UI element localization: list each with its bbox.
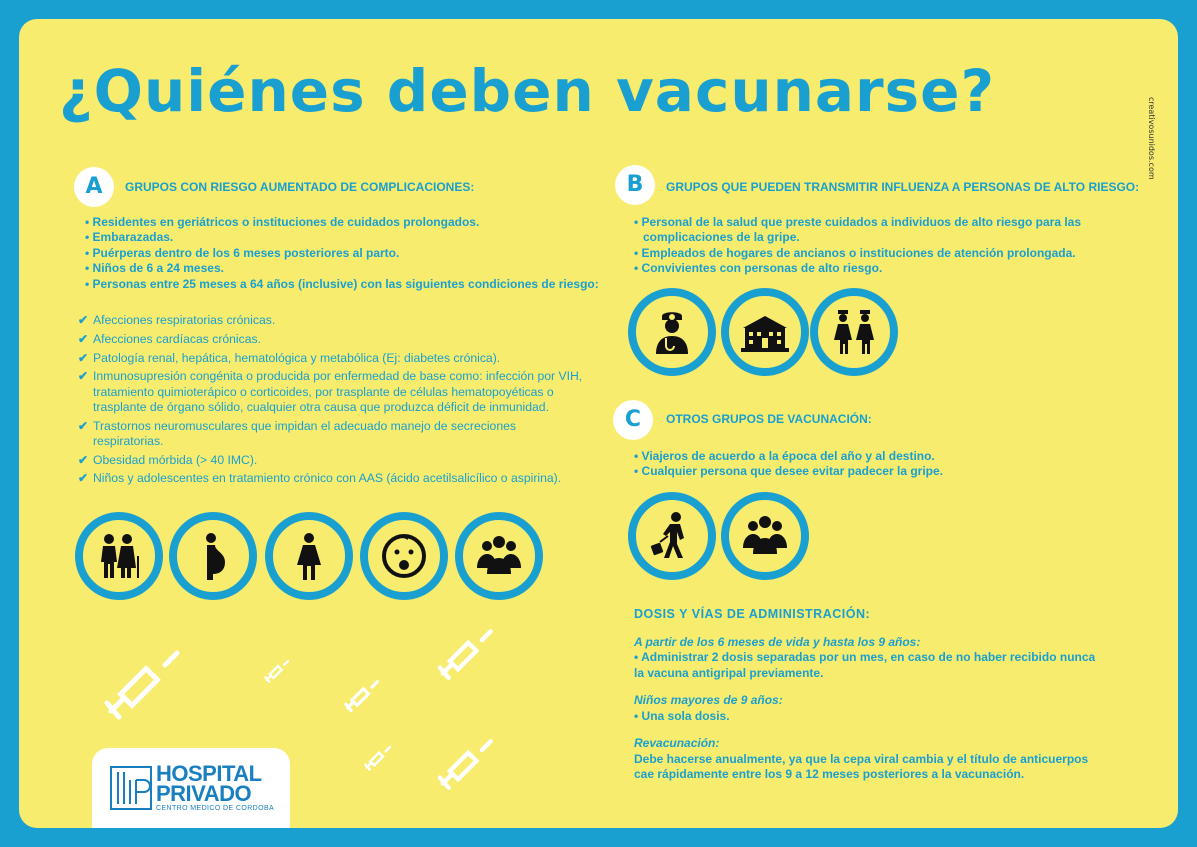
syringe-icon	[437, 627, 495, 685]
list-item: • Embarazadas.	[84, 230, 604, 245]
dosage-text-1: • Administrar 2 dosis separadas por un mes, en caso de no haber recibido nunca la vacuna antigripal previamente.	[634, 650, 1096, 680]
dosage-subtitle-1: A partir de los 6 meses de vida y hasta los 9 años:	[634, 634, 921, 649]
elderly-couple-icon	[75, 512, 163, 600]
pregnant-woman-icon	[169, 512, 257, 600]
traveler-icon	[628, 492, 716, 580]
section-b-title: GRUPOS QUE PUEDEN TRANSMITIR INFLUENZA A PERSONAS DE ALTO RIESGO:	[666, 180, 1140, 194]
list-item: ✔ Patología renal, hepática, hematológica y metabólica (Ej: diabetes crónica).	[78, 350, 501, 365]
dosage-text-2: • Una sola dosis.	[634, 708, 730, 723]
baby-icon	[360, 512, 448, 600]
section-a-badge: A	[74, 167, 114, 207]
list-item: • Niños de 6 a 24 meses.	[84, 261, 604, 276]
check-icon: ✔	[78, 418, 89, 433]
list-item: ✔ Obesidad mórbida (> 40 IMC).	[78, 452, 258, 467]
syringe-icon	[364, 745, 392, 773]
list-item: ✔ Inmunosupresión congénita o producida por enfermedad de base como: infección por VIH, tratamiento quimioterápico o corticoides, por trasplante de células hematopoyéticas o trasplante de órgano sólido, cualquier otra causa que produzca déficit de inmunidad.	[78, 369, 583, 414]
list-item: ✔ Niños y adolescentes en tratamiento crónico con AAS (ácido acetilsalicílico o aspirina).	[78, 471, 562, 486]
list-item: • Residentes en geriátricos o instituciones de cuidados prolongados.	[84, 215, 604, 230]
list-item: • Convivientes con personas de alto riesgo.	[633, 261, 1083, 276]
check-icon: ✔	[78, 313, 89, 327]
dosage-subtitle-2: Niños mayores de 9 años:	[634, 693, 783, 707]
list-item: • Puérperas dentro de los 6 meses posteriores al parto.	[84, 246, 604, 261]
list-item: ✔ Afecciones cardíacas crónicas.	[78, 331, 261, 346]
logo-line-1: HOSPITAL	[156, 761, 262, 786]
group-icon	[721, 492, 809, 580]
section-b-badge: B	[615, 165, 655, 205]
check-icon: ✔	[78, 471, 89, 486]
dosage-text-3: Debe hacerse anualmente, ya que la cepa viral cambia y el título de anticuerpos cae rápidamente entre los 9 a 12 meses posteriores a la vacunación.	[634, 751, 1089, 781]
section-c-badge: C	[613, 400, 653, 440]
list-item: ✔ Trastornos neuromusculares que impidan el adecuado manejo de secreciones respiratorias.	[78, 418, 516, 448]
list-item: • Viajeros de acuerdo a la época del año y al destino.	[633, 449, 1083, 464]
section-b-bullets	[633, 215, 1083, 277]
group-icon	[455, 512, 543, 600]
list-item: ✔ Afecciones respiratorias crónicas.	[78, 313, 276, 327]
check-icon: ✔	[78, 369, 89, 384]
section-c-bullets	[633, 449, 1083, 480]
syringe-icon	[103, 647, 183, 727]
list-item: • Empleados de hogares de ancianos o instituciones de atención prolongada.	[633, 246, 1083, 261]
check-icon: ✔	[78, 350, 89, 365]
nurses-icon	[810, 288, 898, 376]
syringe-icon	[437, 737, 495, 795]
logo-line-3: CENTRO MEDICO DE CORDOBA	[156, 805, 275, 812]
list-item: • Cualquier persona que desee evitar padecer la gripe.	[633, 464, 1083, 479]
hospital-building-icon	[721, 288, 809, 376]
check-icon: ✔	[78, 331, 89, 346]
section-c-title: OTROS GRUPOS DE VACUNACIÓN:	[666, 412, 872, 426]
section-a-title: GRUPOS CON RIESGO AUMENTADO DE COMPLICACIONES:	[125, 180, 475, 194]
woman-icon	[265, 512, 353, 600]
dosage-heading: DOSIS Y VÍAS DE ADMINISTRACIÓN:	[634, 607, 871, 621]
page-title: ¿Quiénes deben vacunarse?	[59, 57, 996, 125]
dosage-section	[634, 607, 1104, 783]
section-a-bullets	[84, 215, 604, 292]
check-icon: ✔	[78, 452, 89, 467]
syringe-icon	[344, 679, 380, 715]
hospital-logo	[92, 748, 290, 828]
doctor-icon	[628, 288, 716, 376]
credit-text: creativosunidos.com	[1147, 97, 1156, 180]
poster	[19, 19, 1178, 828]
list-item: • Personas entre 25 meses a 64 años (inclusive) con las siguientes condiciones de riesgo:	[84, 277, 604, 292]
dosage-subtitle-3: Revacunación:	[634, 736, 720, 750]
list-item: • Personal de la salud que preste cuidados a individuos de alto riesgo para las complicaciones de la gripe.	[633, 215, 1083, 246]
syringe-icon	[264, 659, 290, 685]
logo-line-2: PRIVADO	[156, 781, 252, 806]
hospital-logo-mark-icon	[110, 766, 152, 810]
risk-conditions-list	[78, 313, 588, 490]
